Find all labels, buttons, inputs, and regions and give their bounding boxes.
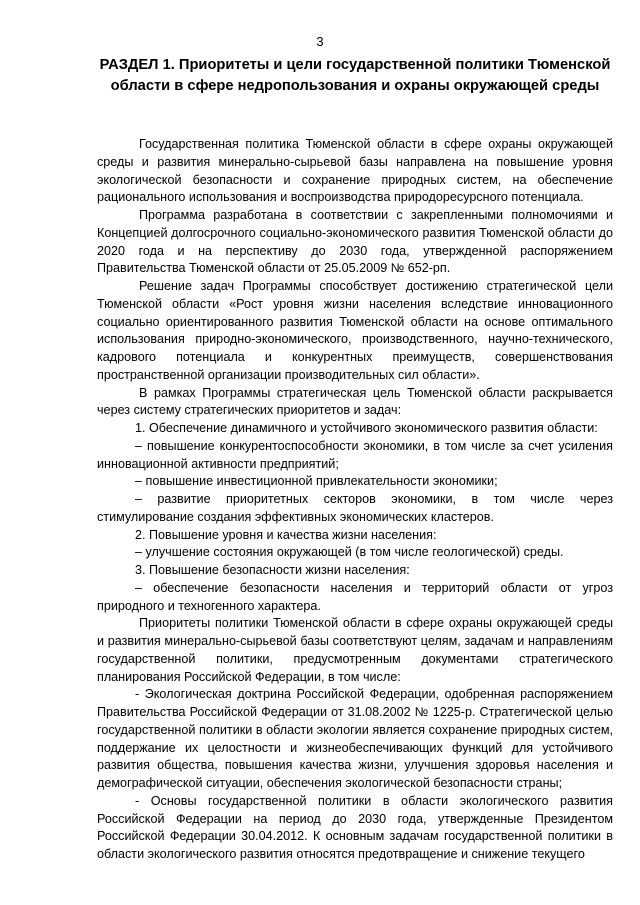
priority-item: 2. Повышение уровня и качества жизни населения:: [135, 527, 437, 542]
task-item: – повышение инвестиционной привлекательности экономики;: [135, 474, 498, 489]
paragraph: Решение задач Программы способствует достижению стратегической цели Тюменской области «Рост уровня жизни населения вследствие инновационного социально ориентированного развития Тюменской области на основе оптимального использования природно-экономического, производственного, научно-технического, кадрового потенциала и конкурентных преимуществ, совершенствования пространственной организации производительных сил области».: [97, 279, 613, 382]
paragraph: Государственная политика Тюменской области в сфере охраны окружающей среды и развития минерально-сырьевой базы направлена на повышение уровня экологической безопасности и сохранение природных систем, на обеспечение рационального использования и воспроизводства природоресурсного потенциала.: [97, 137, 613, 205]
document-item: - Основы государственной политики в области экологического развития Российской Федерации на период до 2030 года, утвержденные Президентом Российской Федерации 30.04.2012. К основным задачам государственной политики в области экологического развития относятся предотвращение и снижение текущего: [97, 793, 613, 861]
section-title: РАЗДЕЛ 1. Приоритеты и цели государственной политики Тюменской области в сфере недропользования и охраны окружающей среды: [99, 57, 611, 94]
task-item: – улучшение состояния окружающей (в том числе геологической) среды.: [135, 545, 564, 560]
task-item: – повышение конкурентоспособности экономики, в том числе за счет усиления инновационной активности предприятий;: [97, 438, 613, 471]
priority-item: 3. Повышение безопасности жизни населения:: [135, 563, 410, 577]
page-number: 3: [316, 34, 324, 49]
document-item: - Экологическая доктрина Российской Федерации, одобренная распоряжением Правительства Российской Федерации от 31.08.2002 № 1225-р. Стратегической целью государственной политики в области экологии является сохранение природных систем, поддержание их целостности и жизнеобеспечивающих функций для устойчивого развития общества, повышения качества жизни, улучшения здоровья населения и демографической ситуации, обеспечения экологической безопасности страны;: [97, 687, 613, 790]
priority-item: 1. Обеспечение динамичного и устойчивого экономического развития области:: [135, 421, 598, 435]
paragraph: Программа разработана в соответствии с закрепленными полномочиями и Концепцией долгосрочного социально-экономического развития Тюменской области до 2020 года и на перспективу до 2030 года, утвержденной распоряжением Правительства Тюменской области от 25.05.2009 № 652-рп.: [97, 208, 613, 276]
task-item: – обеспечение безопасности населения и территорий области от угроз природного и техногенного характера.: [97, 580, 613, 613]
task-item: – развитие приоритетных секторов экономики, в том числе через стимулирование создания эффективных экономических кластеров.: [97, 492, 613, 524]
paragraph: Приоритеты политики Тюменской области в сфере охраны окружающей среды и развития минерально-сырьевой базы соответствуют целям, задачам и направлениям государственной политики, предусмотренным документами стратегического планирования Российской Федерации, в том числе:: [97, 616, 613, 684]
document-body: [97, 136, 613, 864]
paragraph: В рамках Программы стратегическая цель Тюменской области раскрывается через систему стратегических приоритетов и задач:: [97, 385, 613, 418]
